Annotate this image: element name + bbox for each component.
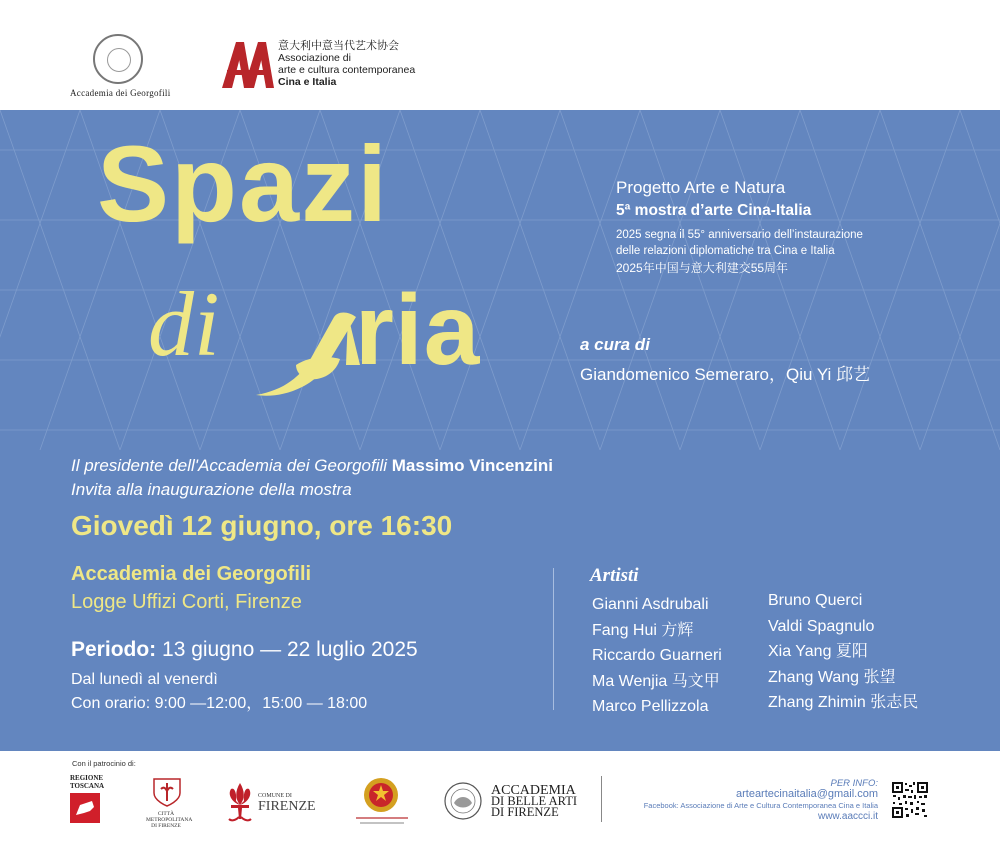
regione-toscana-text [70,774,104,790]
opening-hours [71,668,367,716]
exhibition-edition: 5ª mostra d’arte Cina-Italia [616,202,812,219]
comune-label-small: COMUNE DI [258,793,292,799]
regione-toscana-logo-icon [70,793,100,823]
georgofili-seal-icon [93,34,143,84]
abaf-line-1: ACCADEMIA [491,783,576,798]
association-line-2: arte e cultura contemporanea [278,64,416,76]
president-name: Massimo Vincenzini [391,456,553,475]
venue-name: Accademia dei Georgofili [71,563,312,585]
website-link[interactable]: www.aaccci.it [817,811,878,822]
accademia-belle-arti-emblem-icon [442,781,484,821]
curators-names: Giandomenico Semeraro，Qiu Yi 邱艺 [580,365,871,384]
qr-code-icon[interactable] [891,781,929,819]
anniversary-chinese: 2025年中国与意大利建交55周年 [616,261,789,275]
citta-metropolitana-logo-icon [150,775,184,807]
artist-name: Marco Pellizzola [592,698,709,715]
opening-times: Con orario: 9:00 —12:00，15:00 — 18:00 [71,695,368,712]
artist-name: Ma Wenjia 马文甲 [592,672,720,690]
artists-title: Artisti [590,565,639,586]
period-label: Periodo: [71,638,157,661]
invitation-line-1: Il presidente dell'Accademia dei Georgofili [71,456,388,475]
patronage-label: Con il patrocinio di: [72,759,136,768]
fleur-de-lis-icon [223,781,257,823]
regione-line-1: REGIONE [70,774,104,782]
artist-name: Gianni Asdrubali [592,596,709,613]
footer-divider [601,776,602,822]
metro-line-1: CITTÀ METROPOLITANA [146,811,193,823]
stylized-a-letter-icon [256,307,366,397]
invitation-text [71,454,553,502]
opening-date-time: Giovedì 12 giugno, ore 16:30 [71,510,453,541]
venue-block [71,560,311,616]
association-chinese-name: 意大利中意当代艺术协会 [278,40,399,52]
anniversary-line-2: delle relazioni diplomatiche tra Cina e Italia [616,245,835,257]
chinese-embassy-emblem-icon [363,777,399,813]
contact-info [644,778,878,822]
curators-block [580,335,870,385]
abaf-line-2: DI BELLE ARTI [491,794,578,808]
abaf-line-3: DI FIRENZE [491,805,559,819]
title-ria: ria [355,274,481,386]
title-di: di [148,273,220,375]
association-line-3: Cina e Italia [278,76,337,88]
anniversary-line-1: 2025 segna il 55° anniversario dell’instaurazione [616,229,863,241]
association-name [278,40,415,88]
association-line-1: Associazione di [278,52,351,64]
header [0,0,1000,110]
info-label: PER INFO: [830,778,878,789]
embassy-caption-line [360,822,404,824]
exhibition-period [71,638,418,662]
metro-line-2: DI FIRENZE [151,823,181,829]
footer [0,751,1000,857]
regione-line-2: TOSCANA [70,782,105,790]
comune-label-big: FIRENZE [258,799,316,814]
artist-name: Fang Hui 方辉 [592,621,694,639]
artist-name: Xia Yang 夏阳 [768,643,868,660]
invitation-line-2: Invita alla inaugurazione della mostra [71,480,352,499]
project-info [616,178,863,276]
vertical-divider [553,568,554,710]
title-spazi: Spazi [97,123,390,244]
opening-days: Dal lunedì al venerdì [71,671,218,688]
artist-name: Valdi Spagnulo [768,617,875,635]
aa-association-logo-icon [222,42,274,88]
citta-metropolitana-text [146,811,193,829]
artists-column-2 [768,588,918,716]
facebook-link[interactable]: Facebook: Associazione di Arte e Cultura Contemporanea Cina e Italia [643,801,878,810]
artist-name: Zhang Zhimin 张志民 [768,694,919,711]
artist-name: Riccardo Guarneri [592,647,722,664]
contact-email[interactable]: arteartecinaitalia@gmail.com [735,788,878,800]
artist-name: Bruno Querci [768,592,863,609]
main-panel [0,110,1000,751]
curated-by-label: a cura di [580,335,650,354]
accademia-belle-arti-text [491,785,577,818]
period-dates: 13 giugno — 22 luglio 2025 [162,638,418,661]
academy-name: Accademia dei Georgofili [70,88,171,98]
venue-place: Logge Uffizi Corti, Firenze [71,591,302,613]
artists-column-1 [592,592,722,720]
artist-name: Zhang Wang 张望 [768,668,896,686]
project-name: Progetto Arte e Natura [616,178,786,197]
embassy-caption-line [356,817,408,819]
